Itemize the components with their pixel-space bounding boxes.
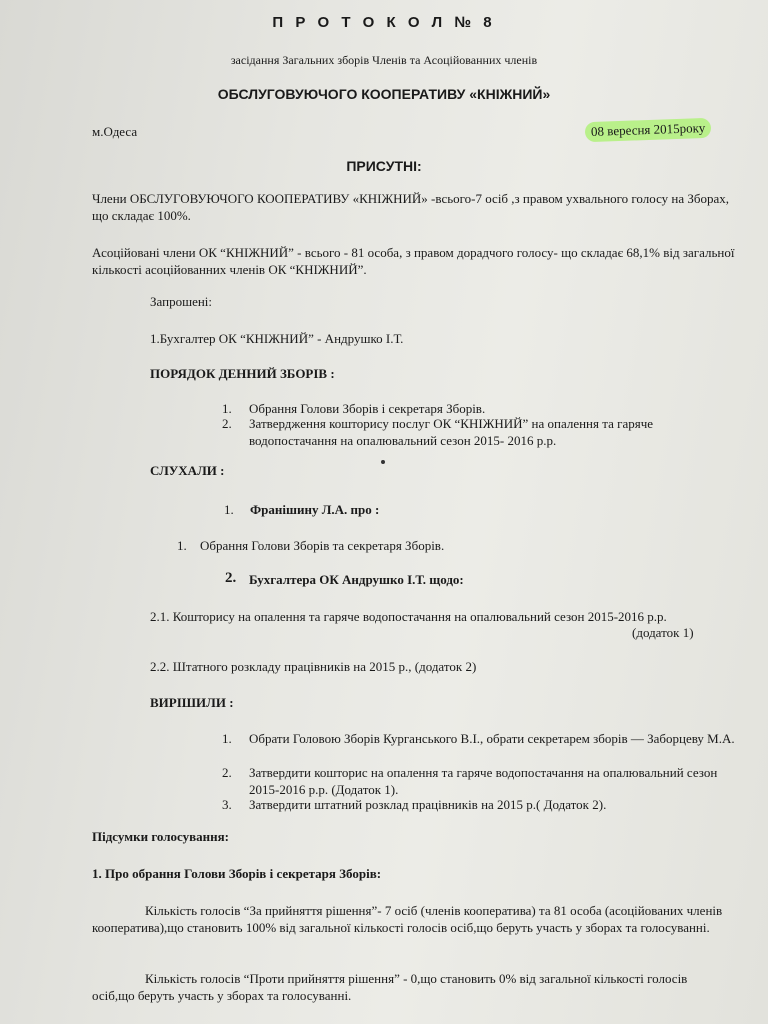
associates-paragraph: Асоційовані члени ОК “КНІЖНИЙ” - всього - 81 особа, з правом дорадчого голосу- що складає 68,1% від загальної кількості асоційованних членів ОК “КНІЖНИЙ”. [92,245,735,277]
voting-heading: Підсумки голосування: [92,829,229,844]
votes-against: Кількість голосів “Проти прийняття рішення” - 0,що становить 0% від загальної кількості голосів осіб,що беруть участь у зборах та голосуванні. [92,971,688,1003]
agenda-list [222,400,692,450]
heard-1-item: Обрання Голови Зборів та секретаря Зборів. [200,538,445,553]
heard-2-1: 2.1. Кошторису на опалення та гаряче водопостачання на опалювальний сезон 2015-2016 р.р. [150,609,667,624]
agenda-item: Затвердження кошторису послуг ОК “КНІЖНИЙ” на опалення та гаряче водопостачання на опалювальний сезон 2015- 2016 р.р. [249,416,653,448]
heard-1-speaker: Франішину Л.А. про : [250,502,380,517]
voting-subheading: 1. Про обрання Голови Зборів і секретаря Зборів: [92,866,382,881]
heard-2-1-note: (додаток 1) [632,625,694,640]
agenda-item: Обрання Голови Зборів і секретаря Зборів. [249,401,486,416]
cooperative-title: ОБСЛУГОВУЮЧОГО КООПЕРАТИВУ «КНІЖНИЙ» [217,86,551,102]
city: м.Одеса [92,124,138,139]
heard-2-speaker: Бухгалтера ОК Андрушко І.Т. щодо: [249,572,464,587]
heard-2-2: 2.2. Штатного розкладу працівників на 2015 р., (додаток 2) [150,659,477,674]
present-heading: ПРИСУТНІ: [346,158,422,174]
decided-list [222,730,742,815]
agenda-item-num: 2. [222,416,232,431]
decided-item: Обрати Головою Зборів Курганського В.І., обрати секретарем зборів — Заборцеву М.А. [249,731,735,746]
decided-item-num: 3. [222,797,232,812]
heard-heading: СЛУХАЛИ : [150,463,225,478]
decided-heading: ВИРІШИЛИ : [150,695,234,710]
heard-1-item-num: 1. [177,538,187,553]
heard-2-num: 2. [225,570,237,586]
heard-1-num: 1. [224,502,234,517]
decided-item-num: 2. [222,765,232,780]
invited-item: 1.Бухгалтер ОК “КНІЖНИЙ” - Андрушко І.Т. [150,331,404,346]
decided-item: Затвердити штатний розклад працівників на 2015 р.( Додаток 2). [249,797,607,812]
agenda-heading: ПОРЯДОК ДЕННИЙ ЗБОРІВ : [150,366,335,381]
ink-dot [381,460,385,464]
invited-label: Запрошені: [150,294,213,309]
protocol-subtitle: засідання Загальних зборів Членів та Асоційованних членів [230,53,538,67]
votes-for: Кількість голосів “За прийняття рішення”- 7 осіб (членів кооператива) та 81 особа (асоційованих членів кооператива),що становить 100% від загальної кількості голосів осіб,що беруть участь у зборах та голосуванні. [92,903,723,935]
date-highlighted: 08 вересня 2015року [585,118,712,142]
agenda-item-num: 1. [222,401,232,416]
decided-item: Затвердити кошторис на опалення та гаряче водопостачання на опалювальний сезон 2015-2016 р.р. (Додаток 1). [249,765,718,797]
members-paragraph: Члени ОБСЛУГОВУЮЧОГО КООПЕРАТИВУ «КНІЖНИЙ» -всього-7 осіб ,з правом ухвального голосу на Зборах, що складає 100%. [92,191,730,223]
decided-item-num: 1. [222,731,232,746]
protocol-title: П Р О Т О К О Л № 8 [272,14,496,31]
